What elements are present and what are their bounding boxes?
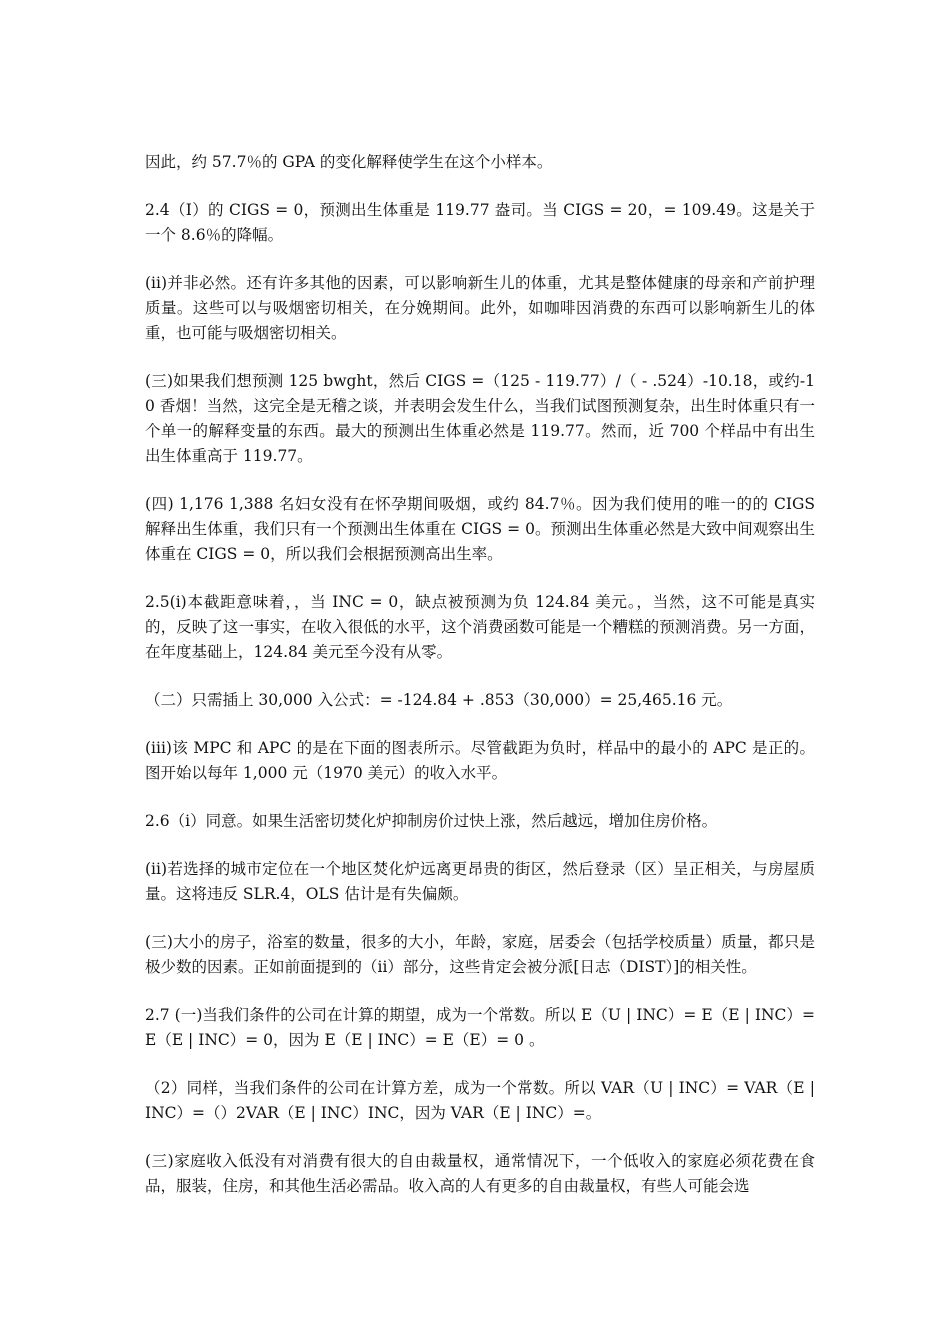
paragraph-2-7-i: 2.7 (一)当我们条件的公司在计算的期望，成为一个常数。所以 E（U | INC）= E（E | INC）= E（E | INC）= 0，因为 E（E | INC）= E（E）= 0 。 <box>145 1006 815 1049</box>
paragraph-2-6-iii: (三)大小的房子，浴室的数量，很多的大小，年龄，家庭，居委会（包括学校质量）质量，都只是极少数的因素。正如前面提到的（ii）部分，这些肯定会被分派[日志（DIST）]的相关性。 <box>145 933 815 976</box>
paragraph-2-7-iii: (三)家庭收入低没有对消费有很大的自由裁量权，通常情况下，一个低收入的家庭必须花费在食品，服装，住房，和其他生活必需品。收入高的人有更多的自由裁量权，有些人可能会选 <box>145 1152 815 1195</box>
paragraph-2-6-ii: (ii)若选择的城市定位在一个地区焚化炉远离更昂贵的街区，然后登录（区）呈正相关，与房屋质量。这将违反 SLR.4，OLS 估计是有失偏颇。 <box>145 860 815 903</box>
paragraph-2-5-ii: （二）只需插上 30,000 入公式：= -124.84 + .853（30,000）= 25,465.16 元。 <box>145 691 733 709</box>
paragraph-2-7-ii: （2）同样，当我们条件的公司在计算方差，成为一个常数。所以 VAR（U | INC）= VAR（E | INC）=（）2VAR（E | INC）INC，因为 VAR（E | INC）=。 <box>145 1079 815 1122</box>
paragraph-2-4-iii: (三)如果我们想预测 125 bwght，然后 CIGS =（125 - 119.77）/（ - .524）-10.18，或约-10 香烟！当然，这完全是无稽之谈，并表明会发生什么，当我们试图预测复杂，出生时体重只有一个单一的解释变量的东西。最大的预测出生体重必然是 119.77。然而，近 700 个样品中有出生出生体重高于 119.77。 <box>145 372 815 465</box>
paragraph-2-4-ii: (ii)并非必然。还有许多其他的因素，可以影响新生儿的体重，尤其是整体健康的母亲和产前护理质量。这些可以与吸烟密切相关，在分娩期间。此外，如咖啡因消费的东西可以影响新生儿的体重，也可能与吸烟密切相关。 <box>145 274 815 342</box>
paragraph-2-4-iv: (四) 1,176 1,388 名妇女没有在怀孕期间吸烟，或约 84.7％。因为我们使用的唯一的的 CIGS 解释出生体重，我们只有一个预测出生体重在 CIGS = 0。预测出生体重必然是大致中间观察出生体重在 CIGS = 0，所以我们会根据预测高出生率。 <box>145 495 815 563</box>
paragraph-gpa-summary: 因此，约 57.7％的 GPA 的变化解释使学生在这个小样本。 <box>145 153 553 171</box>
document-body <box>145 150 815 1222</box>
paragraph-2-5-iii: (iii)该 MPC 和 APC 的是在下面的图表所示。尽管截距为负时，样品中的最小的 APC 是正的。图开始以每年 1,000 元（1970 美元）的收入水平。 <box>145 739 815 782</box>
paragraph-2-5-i: 2.5(i)本截距意味着，，当 INC = 0，缺点被预测为负 124.84 美元。，当然，这不可能是真实的，反映了这一事实，在收入很低的水平，这个消费函数可能是一个糟糕的预测消费。另一方面，在年度基础上，124.84 美元至今没有从零。 <box>145 593 815 661</box>
paragraph-2-4-i: 2.4（I）的 CIGS = 0，预测出生体重是 119.77 盎司。当 CIGS = 20，= 109.49。这是关于一个 8.6％的降幅。 <box>145 201 815 244</box>
paragraph-2-6-i: 2.6（i）同意。如果生活密切焚化炉抑制房价过快上涨，然后越远，增加住房价格。 <box>145 812 718 830</box>
